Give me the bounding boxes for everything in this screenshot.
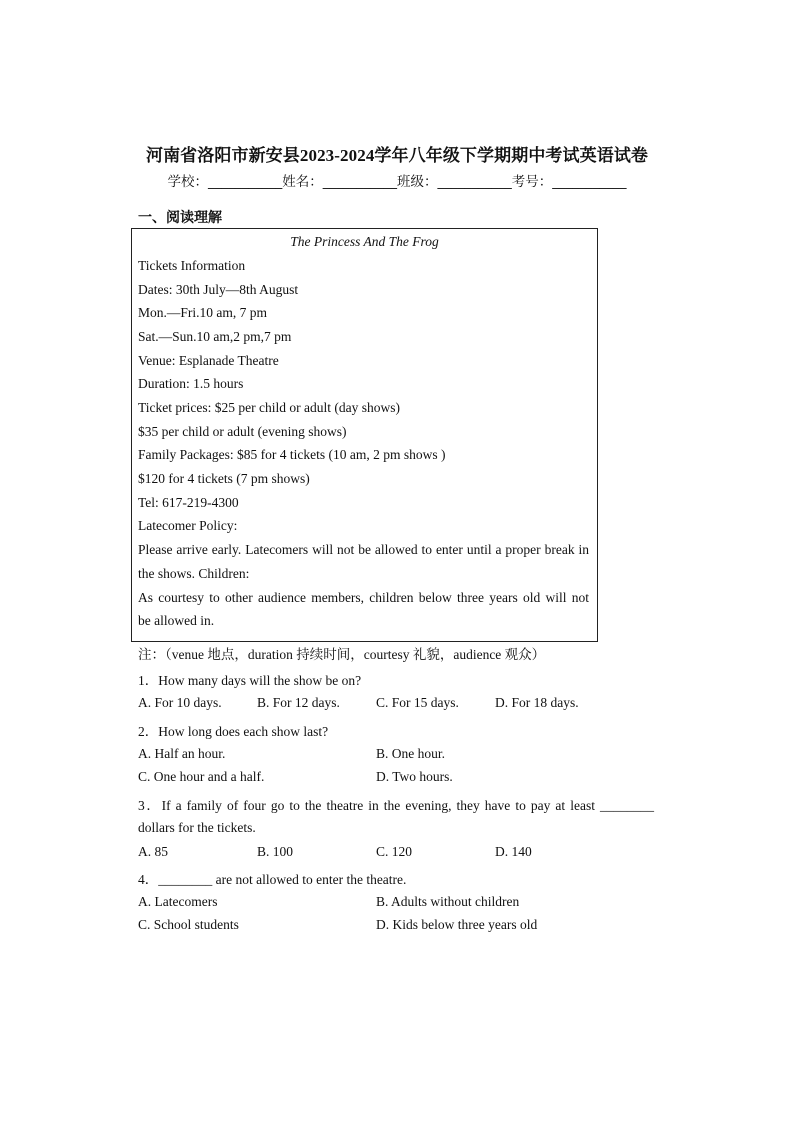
passage-line: $120 for 4 tickets (7 pm shows) bbox=[138, 471, 310, 486]
passage-line: Mon.—Fri.10 am, 7 pm bbox=[138, 305, 268, 320]
passage-line: Latecomer Policy: bbox=[138, 518, 238, 533]
option-c[interactable]: C. School students bbox=[138, 917, 239, 932]
passage-line: As courtesy to other audience members, children below three years old will not bbox=[138, 590, 589, 605]
option-b[interactable]: B. 100 bbox=[257, 844, 294, 859]
question-stem: 2．How long does each show last? bbox=[138, 724, 329, 739]
option-c[interactable]: C. One hour and a half. bbox=[138, 769, 265, 784]
passage-line: the shows. Children: bbox=[138, 566, 250, 581]
option-b[interactable]: B. One hour. bbox=[376, 746, 445, 761]
question-stem: 3．If a family of four go to the theatre in the evening, they have to pay at least ________ bbox=[138, 798, 654, 813]
option-a[interactable]: A. For 10 days. bbox=[138, 695, 222, 710]
passage-line: Tickets Information bbox=[138, 258, 246, 273]
option-c[interactable]: C. For 15 days. bbox=[376, 695, 459, 710]
vocab-note: 注：（venue 地点，duration 持续时间，courtesy 礼貌，audience 观众） bbox=[138, 647, 546, 662]
passage-title: The Princess And The Frog bbox=[290, 234, 439, 249]
question-stem: 4．________ are not allowed to enter the theatre. bbox=[138, 872, 407, 887]
passage-line: $35 per child or adult (evening shows) bbox=[138, 424, 347, 439]
option-d[interactable]: D. For 18 days. bbox=[495, 695, 579, 710]
section-heading: 一、阅读理解 bbox=[138, 210, 222, 226]
option-b[interactable]: B. Adults without children bbox=[376, 894, 520, 909]
option-a[interactable]: A. Half an hour. bbox=[138, 746, 226, 761]
option-a[interactable]: A. 85 bbox=[138, 844, 168, 859]
passage-line: Tel: 617-219-4300 bbox=[138, 495, 239, 510]
passage-line: Ticket prices: $25 per child or adult (day shows) bbox=[138, 400, 400, 415]
passage-line: Family Packages: $85 for 4 tickets (10 am, 2 pm shows ) bbox=[138, 447, 446, 462]
passage-line: Dates: 30th July—8th August bbox=[138, 282, 299, 297]
question-stem-continued: dollars for the tickets. bbox=[138, 820, 256, 835]
option-c[interactable]: C. 120 bbox=[376, 844, 413, 859]
passage-line: be allowed in. bbox=[138, 613, 215, 628]
passage-line: Venue: Esplanade Theatre bbox=[138, 353, 279, 368]
question-stem: 1．How many days will the show be on? bbox=[138, 673, 362, 688]
option-b[interactable]: B. For 12 days. bbox=[257, 695, 340, 710]
option-d[interactable]: D. 140 bbox=[495, 844, 532, 859]
passage-line: Sat.—Sun.10 am,2 pm,7 pm bbox=[138, 329, 292, 344]
student-info-line: 学校：___________姓名：___________班级：___________考号：___________ bbox=[167, 174, 627, 190]
passage-line: Duration: 1.5 hours bbox=[138, 376, 244, 391]
option-d[interactable]: D. Kids below three years old bbox=[376, 917, 538, 932]
passage-line: Please arrive early. Latecomers will not be allowed to enter until a proper break in bbox=[138, 542, 589, 557]
option-a[interactable]: A. Latecomers bbox=[138, 894, 218, 909]
option-d[interactable]: D. Two hours. bbox=[376, 769, 453, 784]
page-title: 河南省洛阳市新安县2023-2024学年八年级下学期期中考试英语试卷 bbox=[145, 146, 649, 165]
